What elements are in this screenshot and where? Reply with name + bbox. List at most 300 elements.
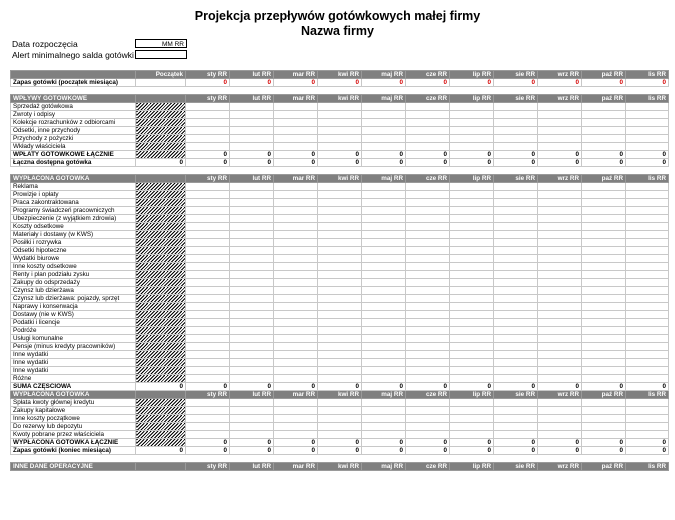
month-cell[interactable] (450, 103, 494, 111)
month-cell[interactable] (318, 135, 362, 143)
month-cell[interactable] (230, 183, 274, 191)
month-cell[interactable] (406, 207, 450, 215)
month-cell[interactable] (450, 319, 494, 327)
month-cell[interactable] (582, 191, 626, 199)
month-cell[interactable] (318, 295, 362, 303)
month-cell[interactable] (494, 135, 538, 143)
month-cell[interactable] (626, 423, 669, 431)
month-cell[interactable] (494, 263, 538, 271)
month-cell[interactable] (318, 367, 362, 375)
month-cell[interactable] (186, 327, 230, 335)
month-cell[interactable] (186, 263, 230, 271)
month-cell[interactable] (450, 127, 494, 135)
month-cell[interactable] (362, 215, 406, 223)
month-cell[interactable] (318, 183, 362, 191)
month-cell[interactable] (494, 231, 538, 239)
month-cell[interactable] (582, 327, 626, 335)
month-cell[interactable] (186, 303, 230, 311)
month-cell[interactable] (450, 191, 494, 199)
month-cell[interactable] (450, 119, 494, 127)
month-cell[interactable] (626, 335, 669, 343)
month-cell[interactable] (450, 263, 494, 271)
month-cell[interactable] (450, 239, 494, 247)
month-cell[interactable] (494, 183, 538, 191)
month-cell[interactable] (186, 335, 230, 343)
month-cell[interactable] (582, 119, 626, 127)
month-cell[interactable] (626, 319, 669, 327)
month-cell[interactable] (230, 327, 274, 335)
month-cell[interactable] (450, 335, 494, 343)
month-cell[interactable] (538, 423, 582, 431)
month-cell[interactable] (406, 135, 450, 143)
month-cell[interactable] (626, 231, 669, 239)
month-cell[interactable] (230, 239, 274, 247)
month-cell[interactable] (274, 263, 318, 271)
month-cell[interactable] (494, 399, 538, 407)
month-cell[interactable] (318, 303, 362, 311)
month-cell[interactable] (582, 127, 626, 135)
month-cell[interactable] (582, 271, 626, 279)
month-cell[interactable] (538, 263, 582, 271)
month-cell[interactable] (186, 311, 230, 319)
month-cell[interactable] (450, 423, 494, 431)
month-cell[interactable] (406, 279, 450, 287)
month-cell[interactable] (582, 335, 626, 343)
month-cell[interactable] (362, 359, 406, 367)
month-cell[interactable] (230, 407, 274, 415)
month-cell[interactable] (582, 351, 626, 359)
month-cell[interactable] (626, 127, 669, 135)
month-cell[interactable] (362, 343, 406, 351)
month-cell[interactable] (494, 127, 538, 135)
month-cell[interactable] (362, 127, 406, 135)
month-cell[interactable] (274, 223, 318, 231)
month-cell[interactable] (626, 223, 669, 231)
month-cell[interactable] (186, 103, 230, 111)
month-cell[interactable] (494, 431, 538, 439)
month-cell[interactable] (362, 271, 406, 279)
month-cell[interactable] (626, 311, 669, 319)
month-cell[interactable] (538, 375, 582, 383)
month-cell[interactable] (626, 367, 669, 375)
month-cell[interactable] (626, 111, 669, 119)
month-cell[interactable] (230, 223, 274, 231)
month-cell[interactable] (362, 415, 406, 423)
month-cell[interactable] (362, 287, 406, 295)
month-cell[interactable] (626, 359, 669, 367)
month-cell[interactable] (186, 223, 230, 231)
month-cell[interactable] (406, 231, 450, 239)
month-cell[interactable] (494, 343, 538, 351)
month-cell[interactable] (186, 207, 230, 215)
month-cell[interactable] (406, 119, 450, 127)
month-cell[interactable] (582, 111, 626, 119)
month-cell[interactable] (274, 423, 318, 431)
month-cell[interactable] (494, 335, 538, 343)
month-cell[interactable] (406, 327, 450, 335)
month-cell[interactable] (274, 303, 318, 311)
month-cell[interactable] (494, 415, 538, 423)
month-cell[interactable] (230, 295, 274, 303)
month-cell[interactable] (538, 111, 582, 119)
month-cell[interactable] (274, 279, 318, 287)
month-cell[interactable] (538, 343, 582, 351)
month-cell[interactable] (582, 263, 626, 271)
month-cell[interactable] (538, 255, 582, 263)
month-cell[interactable] (362, 303, 406, 311)
month-cell[interactable] (230, 207, 274, 215)
month-cell[interactable] (582, 231, 626, 239)
month-cell[interactable] (186, 351, 230, 359)
month-cell[interactable] (582, 415, 626, 423)
month-cell[interactable] (318, 111, 362, 119)
month-cell[interactable] (274, 431, 318, 439)
month-cell[interactable] (538, 327, 582, 335)
month-cell[interactable] (230, 303, 274, 311)
month-cell[interactable] (538, 303, 582, 311)
month-cell[interactable] (450, 143, 494, 151)
month-cell[interactable] (318, 271, 362, 279)
month-cell[interactable] (582, 207, 626, 215)
month-cell[interactable] (450, 199, 494, 207)
month-cell[interactable] (406, 423, 450, 431)
month-cell[interactable] (362, 191, 406, 199)
month-cell[interactable] (274, 215, 318, 223)
month-cell[interactable] (450, 415, 494, 423)
month-cell[interactable] (626, 143, 669, 151)
month-cell[interactable] (274, 103, 318, 111)
month-cell[interactable] (362, 335, 406, 343)
month-cell[interactable] (450, 367, 494, 375)
month-cell[interactable] (538, 399, 582, 407)
month-cell[interactable] (362, 111, 406, 119)
month-cell[interactable] (450, 295, 494, 303)
month-cell[interactable] (230, 263, 274, 271)
month-cell[interactable] (450, 351, 494, 359)
month-cell[interactable] (406, 239, 450, 247)
month-cell[interactable] (362, 199, 406, 207)
month-cell[interactable] (406, 311, 450, 319)
month-cell[interactable] (230, 279, 274, 287)
month-cell[interactable] (274, 255, 318, 263)
month-cell[interactable] (406, 319, 450, 327)
month-cell[interactable] (230, 319, 274, 327)
month-cell[interactable] (450, 135, 494, 143)
month-cell[interactable] (362, 399, 406, 407)
month-cell[interactable] (494, 103, 538, 111)
month-cell[interactable] (406, 103, 450, 111)
month-cell[interactable] (274, 407, 318, 415)
month-cell[interactable] (406, 183, 450, 191)
month-cell[interactable] (318, 215, 362, 223)
month-cell[interactable] (450, 247, 494, 255)
month-cell[interactable] (230, 271, 274, 279)
month-cell[interactable] (494, 359, 538, 367)
month-cell[interactable] (230, 103, 274, 111)
month-cell[interactable] (538, 119, 582, 127)
month-cell[interactable] (406, 191, 450, 199)
month-cell[interactable] (318, 375, 362, 383)
month-cell[interactable] (582, 431, 626, 439)
month-cell[interactable] (582, 375, 626, 383)
month-cell[interactable] (186, 295, 230, 303)
month-cell[interactable] (318, 143, 362, 151)
month-cell[interactable] (406, 287, 450, 295)
month-cell[interactable] (582, 407, 626, 415)
month-cell[interactable] (406, 415, 450, 423)
month-cell[interactable] (274, 111, 318, 119)
month-cell[interactable] (626, 191, 669, 199)
month-cell[interactable] (406, 359, 450, 367)
month-cell[interactable] (626, 407, 669, 415)
month-cell[interactable] (538, 287, 582, 295)
month-cell[interactable] (406, 407, 450, 415)
month-cell[interactable] (626, 183, 669, 191)
month-cell[interactable] (362, 367, 406, 375)
month-cell[interactable] (450, 287, 494, 295)
month-cell[interactable] (538, 231, 582, 239)
month-cell[interactable] (538, 295, 582, 303)
month-cell[interactable] (318, 255, 362, 263)
month-cell[interactable] (362, 223, 406, 231)
month-cell[interactable] (362, 119, 406, 127)
month-cell[interactable] (494, 279, 538, 287)
month-cell[interactable] (626, 399, 669, 407)
month-cell[interactable] (362, 319, 406, 327)
month-cell[interactable] (186, 359, 230, 367)
month-cell[interactable] (450, 231, 494, 239)
month-cell[interactable] (230, 191, 274, 199)
month-cell[interactable] (626, 303, 669, 311)
month-cell[interactable] (230, 135, 274, 143)
month-cell[interactable] (494, 191, 538, 199)
month-cell[interactable] (274, 287, 318, 295)
month-cell[interactable] (274, 359, 318, 367)
month-cell[interactable] (626, 103, 669, 111)
month-cell[interactable] (274, 319, 318, 327)
month-cell[interactable] (626, 279, 669, 287)
month-cell[interactable] (186, 375, 230, 383)
month-cell[interactable] (274, 311, 318, 319)
month-cell[interactable] (274, 199, 318, 207)
month-cell[interactable] (450, 359, 494, 367)
month-cell[interactable] (450, 303, 494, 311)
month-cell[interactable] (362, 207, 406, 215)
month-cell[interactable] (274, 271, 318, 279)
month-cell[interactable] (318, 359, 362, 367)
month-cell[interactable] (582, 255, 626, 263)
month-cell[interactable] (538, 183, 582, 191)
month-cell[interactable] (318, 119, 362, 127)
month-cell[interactable] (186, 215, 230, 223)
month-cell[interactable] (582, 295, 626, 303)
month-cell[interactable] (406, 375, 450, 383)
month-cell[interactable] (450, 375, 494, 383)
month-cell[interactable] (362, 103, 406, 111)
month-cell[interactable] (274, 335, 318, 343)
month-cell[interactable] (274, 231, 318, 239)
month-cell[interactable] (318, 239, 362, 247)
start-cell[interactable] (136, 79, 186, 87)
month-cell[interactable] (494, 351, 538, 359)
month-cell[interactable] (318, 247, 362, 255)
month-cell[interactable] (450, 279, 494, 287)
month-cell[interactable] (318, 191, 362, 199)
month-cell[interactable] (406, 143, 450, 151)
month-cell[interactable] (362, 431, 406, 439)
month-cell[interactable] (626, 239, 669, 247)
month-cell[interactable] (318, 399, 362, 407)
month-cell[interactable] (538, 135, 582, 143)
month-cell[interactable] (538, 207, 582, 215)
month-cell[interactable] (230, 111, 274, 119)
month-cell[interactable] (362, 135, 406, 143)
month-cell[interactable] (318, 311, 362, 319)
month-cell[interactable] (362, 231, 406, 239)
month-cell[interactable] (450, 431, 494, 439)
month-cell[interactable] (406, 303, 450, 311)
month-cell[interactable] (450, 207, 494, 215)
month-cell[interactable] (318, 127, 362, 135)
month-cell[interactable] (274, 127, 318, 135)
month-cell[interactable] (406, 255, 450, 263)
month-cell[interactable] (494, 367, 538, 375)
month-cell[interactable] (362, 311, 406, 319)
month-cell[interactable] (406, 127, 450, 135)
month-cell[interactable] (230, 367, 274, 375)
month-cell[interactable] (538, 127, 582, 135)
month-cell[interactable] (494, 375, 538, 383)
month-cell[interactable] (406, 335, 450, 343)
month-cell[interactable] (230, 431, 274, 439)
start-cell[interactable]: 0 (136, 159, 186, 167)
month-cell[interactable] (494, 119, 538, 127)
month-cell[interactable] (626, 287, 669, 295)
month-cell[interactable] (582, 311, 626, 319)
month-cell[interactable] (538, 199, 582, 207)
month-cell[interactable] (362, 255, 406, 263)
month-cell[interactable] (450, 215, 494, 223)
month-cell[interactable] (626, 119, 669, 127)
month-cell[interactable] (230, 335, 274, 343)
month-cell[interactable] (230, 247, 274, 255)
month-cell[interactable] (626, 215, 669, 223)
month-cell[interactable] (494, 407, 538, 415)
month-cell[interactable] (626, 375, 669, 383)
month-cell[interactable] (450, 223, 494, 231)
month-cell[interactable] (186, 247, 230, 255)
month-cell[interactable] (274, 367, 318, 375)
month-cell[interactable] (538, 319, 582, 327)
month-cell[interactable] (538, 215, 582, 223)
month-cell[interactable] (538, 407, 582, 415)
month-cell[interactable] (538, 191, 582, 199)
month-cell[interactable] (186, 415, 230, 423)
month-cell[interactable] (406, 111, 450, 119)
month-cell[interactable] (318, 415, 362, 423)
month-cell[interactable] (582, 319, 626, 327)
month-cell[interactable] (362, 183, 406, 191)
month-cell[interactable] (582, 239, 626, 247)
month-cell[interactable] (186, 255, 230, 263)
month-cell[interactable] (582, 423, 626, 431)
month-cell[interactable] (186, 319, 230, 327)
month-cell[interactable] (450, 407, 494, 415)
month-cell[interactable] (450, 399, 494, 407)
month-cell[interactable] (318, 351, 362, 359)
month-cell[interactable] (362, 247, 406, 255)
month-cell[interactable] (538, 431, 582, 439)
month-cell[interactable] (274, 295, 318, 303)
month-cell[interactable] (362, 263, 406, 271)
month-cell[interactable] (406, 247, 450, 255)
month-cell[interactable] (450, 343, 494, 351)
month-cell[interactable] (538, 103, 582, 111)
month-cell[interactable] (582, 343, 626, 351)
month-cell[interactable] (318, 263, 362, 271)
month-cell[interactable] (494, 295, 538, 303)
month-cell[interactable] (274, 247, 318, 255)
month-cell[interactable] (582, 279, 626, 287)
month-cell[interactable] (230, 127, 274, 135)
month-cell[interactable] (450, 255, 494, 263)
month-cell[interactable] (186, 271, 230, 279)
month-cell[interactable] (230, 199, 274, 207)
month-cell[interactable] (318, 199, 362, 207)
month-cell[interactable] (186, 143, 230, 151)
month-cell[interactable] (494, 215, 538, 223)
month-cell[interactable] (538, 143, 582, 151)
month-cell[interactable] (186, 183, 230, 191)
month-cell[interactable] (406, 215, 450, 223)
month-cell[interactable] (230, 143, 274, 151)
month-cell[interactable] (274, 399, 318, 407)
month-cell[interactable] (406, 199, 450, 207)
month-cell[interactable] (274, 415, 318, 423)
month-cell[interactable] (626, 351, 669, 359)
month-cell[interactable] (186, 111, 230, 119)
month-cell[interactable] (274, 119, 318, 127)
month-cell[interactable] (230, 375, 274, 383)
month-cell[interactable] (274, 135, 318, 143)
month-cell[interactable] (186, 199, 230, 207)
month-cell[interactable] (494, 287, 538, 295)
month-cell[interactable] (406, 367, 450, 375)
month-cell[interactable] (582, 399, 626, 407)
month-cell[interactable] (318, 279, 362, 287)
month-cell[interactable] (582, 287, 626, 295)
month-cell[interactable] (582, 135, 626, 143)
month-cell[interactable] (318, 103, 362, 111)
month-cell[interactable] (362, 351, 406, 359)
month-cell[interactable] (186, 423, 230, 431)
month-cell[interactable] (406, 223, 450, 231)
month-cell[interactable] (230, 415, 274, 423)
month-cell[interactable] (626, 431, 669, 439)
month-cell[interactable] (626, 415, 669, 423)
month-cell[interactable] (494, 319, 538, 327)
month-cell[interactable] (362, 423, 406, 431)
month-cell[interactable] (538, 239, 582, 247)
month-cell[interactable] (582, 303, 626, 311)
month-cell[interactable] (582, 247, 626, 255)
month-cell[interactable] (186, 127, 230, 135)
month-cell[interactable] (186, 231, 230, 239)
month-cell[interactable] (186, 191, 230, 199)
month-cell[interactable] (362, 407, 406, 415)
month-cell[interactable] (494, 199, 538, 207)
min-balance-input[interactable] (135, 50, 187, 59)
